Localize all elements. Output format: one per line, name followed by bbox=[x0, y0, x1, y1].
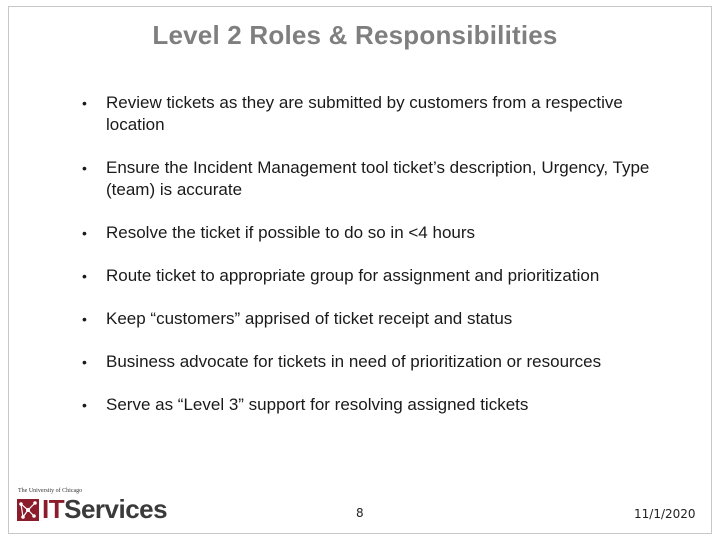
bullet-list bbox=[82, 92, 672, 437]
list-item bbox=[82, 157, 672, 201]
bullet-text: Keep “customers” apprised of ticket receipt and status bbox=[106, 309, 513, 328]
bullet-text: Resolve the ticket if possible to do so in <4 hours bbox=[106, 223, 476, 242]
bullet-text: Route ticket to appropriate group for assignment and prioritization bbox=[106, 266, 600, 285]
itservices-logo bbox=[14, 488, 184, 524]
list-item bbox=[82, 394, 672, 416]
bullet-icon: • bbox=[82, 225, 87, 241]
list-item bbox=[82, 308, 672, 330]
bullet-icon: • bbox=[82, 354, 87, 370]
network-logo-icon bbox=[16, 498, 40, 522]
slide-title: Level 2 Roles & Responsibilities bbox=[152, 20, 558, 50]
bullet-text: Ensure the Incident Management tool ticket’s description, Urgency, Type (team) is accurate bbox=[106, 158, 650, 199]
bullet-icon: • bbox=[82, 268, 87, 284]
bullet-text: Serve as “Level 3” support for resolving assigned tickets bbox=[106, 395, 529, 414]
bullet-text: Business advocate for tickets in need of prioritization or resources bbox=[106, 352, 602, 371]
logo-wordmark bbox=[42, 494, 167, 525]
bullet-icon: • bbox=[82, 311, 87, 327]
page-number: 8 bbox=[356, 506, 364, 520]
bullet-text: Review tickets as they are submitted by customers from a respective location bbox=[106, 93, 623, 134]
bullet-icon: • bbox=[82, 160, 87, 176]
slide-date: 11/1/2020 bbox=[634, 507, 696, 521]
logo-services-text: Services bbox=[64, 494, 168, 524]
logo-it-text: IT bbox=[42, 494, 65, 524]
logo-university-text: The University of Chicago bbox=[18, 488, 83, 494]
bullet-icon: • bbox=[82, 95, 87, 111]
list-item bbox=[82, 222, 672, 244]
list-item bbox=[82, 265, 672, 287]
bullet-icon: • bbox=[82, 397, 87, 413]
list-item bbox=[82, 92, 672, 136]
list-item bbox=[82, 351, 672, 373]
